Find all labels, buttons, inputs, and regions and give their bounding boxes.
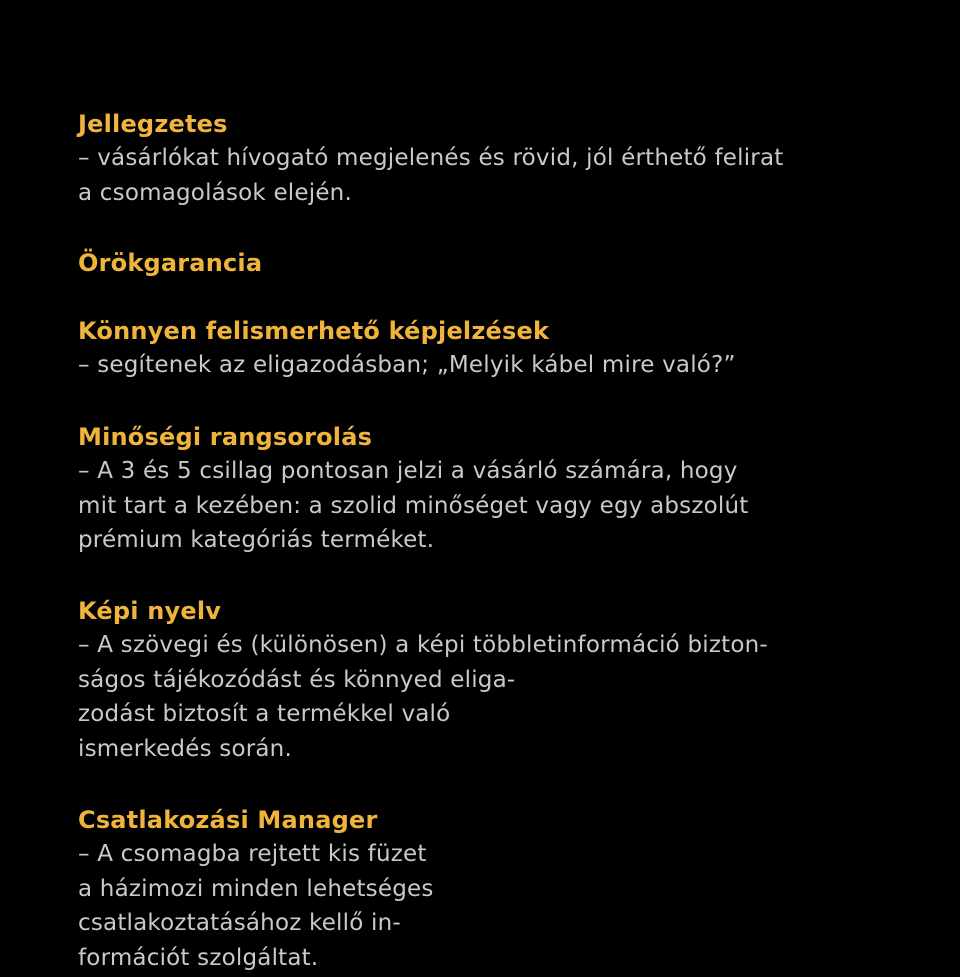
body-line: – A csomagba rejtett kis füzet xyxy=(78,841,427,867)
body-line: – segítenek az eligazodásban; „Melyik kábel mire való?” xyxy=(78,352,736,378)
section-heading: Minőségi rangsorolás xyxy=(78,423,373,451)
section-heading: Csatlakozási Manager xyxy=(78,806,378,834)
body-line: ságos tájékozódást és könnyed eliga- xyxy=(78,666,516,693)
section-csatlakozasi-manager xyxy=(78,803,898,975)
body-line: prémium kategóriás terméket. xyxy=(78,527,435,553)
body-line: a csomagolások elején. xyxy=(78,179,352,206)
body-line: – A 3 és 5 csillag pontosan jelzi a vásárló számára, hogy xyxy=(78,458,738,484)
section-heading: Örökgarancia xyxy=(78,249,263,277)
section-heading: Képi nyelv xyxy=(78,597,222,625)
body-line: ismerkedés során. xyxy=(78,735,292,762)
section-jellegzetes xyxy=(78,107,898,210)
body-line: zodást biztosít a termékkel való xyxy=(78,701,451,727)
section-minosegi-rangsorolas xyxy=(78,420,898,558)
section-kepi-nyelv xyxy=(78,594,898,766)
body-line: – A szövegi és (különösen) a képi többletinformáció bizton- xyxy=(78,632,768,658)
body-line: formációt szolgáltat. xyxy=(78,944,319,971)
body-line: a házimozi minden lehetséges xyxy=(78,875,434,902)
section-heading: Könnyen felismerhető képjelzések xyxy=(78,317,550,345)
section-orokgarancia xyxy=(78,246,898,280)
body-line: – vásárlókat hívogató megjelenés és rövid, jól érthető felirat xyxy=(78,145,784,171)
body-line: csatlakoztatásához kellő in- xyxy=(78,910,401,936)
body-line: mit tart a kezében: a szolid minőséget vagy egy abszolút xyxy=(78,492,749,519)
section-kepjelzesek xyxy=(78,314,898,383)
section-heading: Jellegzetes xyxy=(78,110,228,138)
